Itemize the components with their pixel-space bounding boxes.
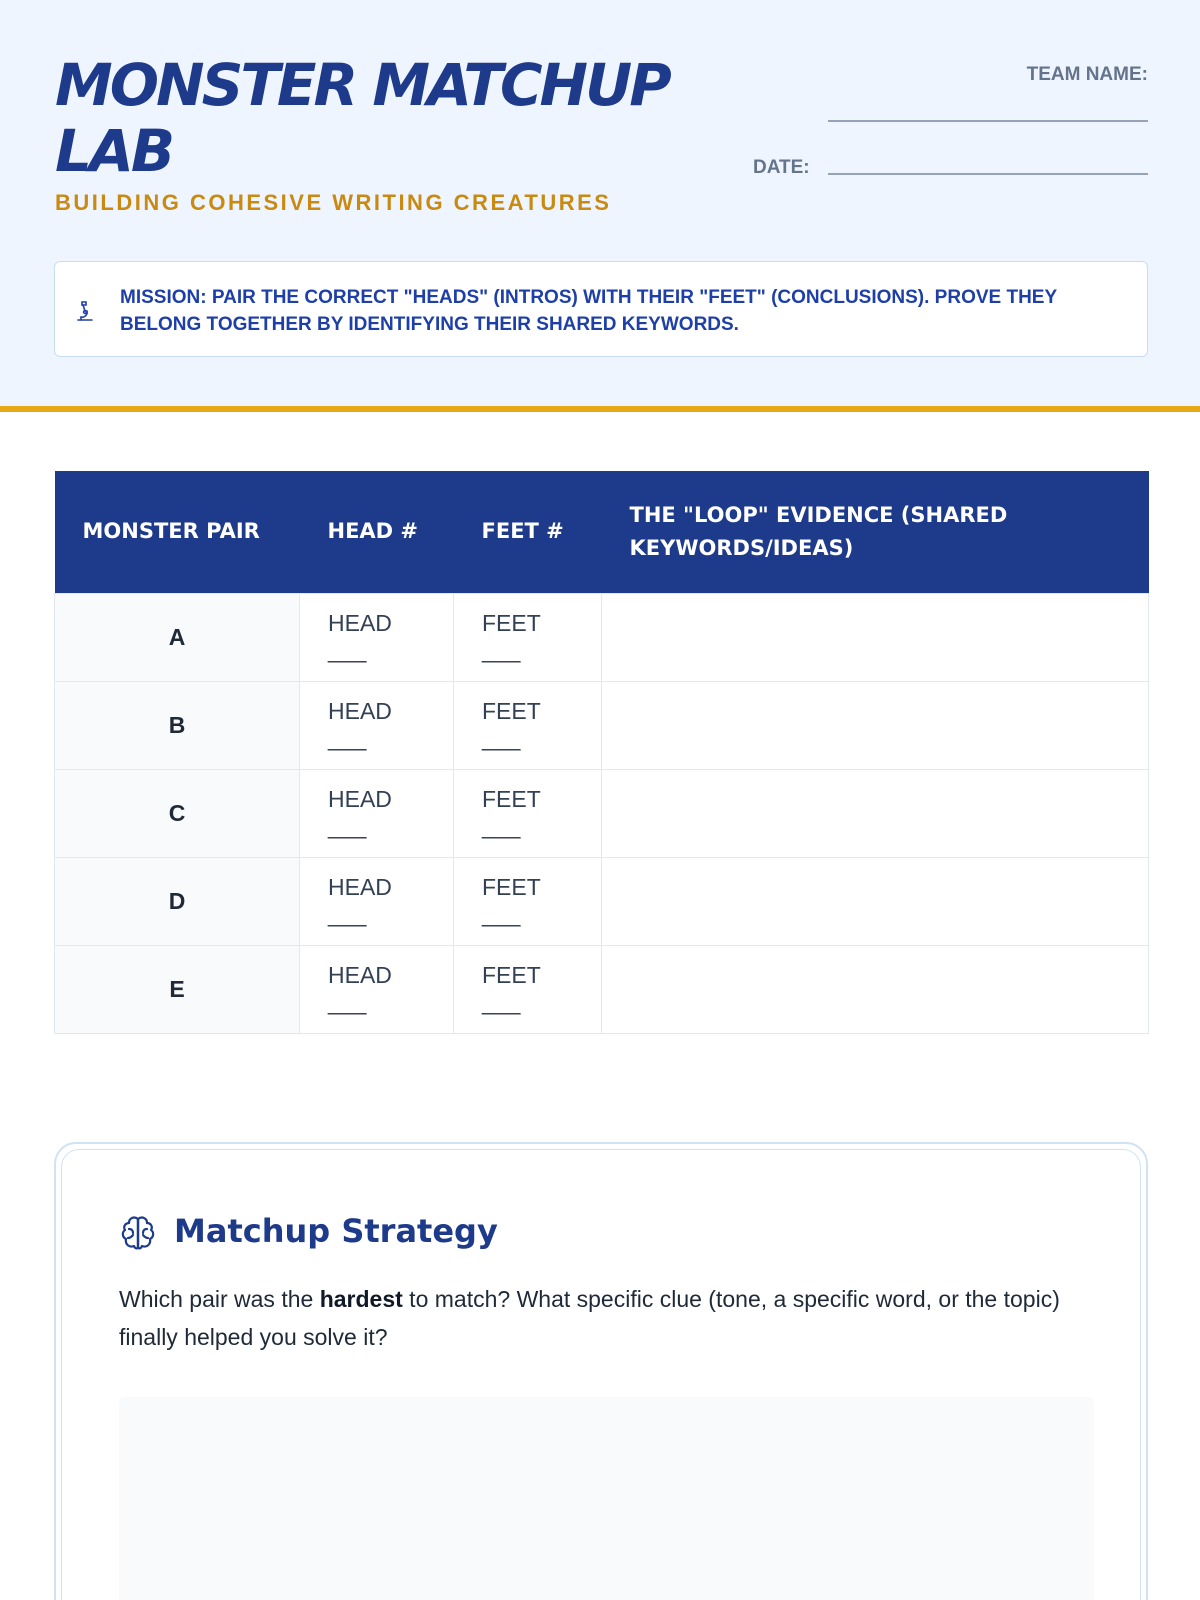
header-band: [0, 0, 1200, 412]
table-row: [55, 945, 1149, 1033]
mission-box: [54, 261, 1148, 357]
prompt-text-start: Which pair was the: [119, 1286, 320, 1312]
column-header-feet: FEET #: [454, 471, 602, 593]
column-header-pair: MONSTER PAIR: [55, 471, 300, 593]
strategy-card: [54, 1142, 1148, 1600]
microscope-icon: [75, 300, 95, 322]
table-header-row: [55, 471, 1149, 593]
evidence-field[interactable]: [602, 769, 1149, 857]
table-row: [55, 769, 1149, 857]
monster-pairs-table: [54, 471, 1149, 1034]
pair-label: A: [55, 593, 300, 681]
head-number-field[interactable]: HEAD ___: [300, 769, 454, 857]
table-row: [55, 681, 1149, 769]
feet-number-field[interactable]: FEET ___: [454, 769, 602, 857]
column-header-head: HEAD #: [300, 471, 454, 593]
strategy-prompt: [119, 1280, 1099, 1356]
evidence-field[interactable]: [602, 681, 1149, 769]
mission-text: MISSION: PAIR THE CORRECT "HEADS" (INTROS) WITH THEIR "FEET" (CONCLUSIONS). PROVE THEY BELONG TOGETHER BY IDENTIFYING THEIR SHARED KEYWORDS.: [120, 287, 1057, 335]
head-number-field[interactable]: HEAD ___: [300, 857, 454, 945]
team-name-field[interactable]: [828, 120, 1148, 122]
feet-number-field[interactable]: FEET ___: [454, 681, 602, 769]
prompt-text-bold: hardest: [319, 1286, 403, 1312]
feet-number-field[interactable]: FEET ___: [454, 593, 602, 681]
table-row: [55, 857, 1149, 945]
pair-label: E: [55, 945, 300, 1033]
page-title: MONSTER MATCHUP LAB: [55, 51, 669, 185]
feet-number-field[interactable]: FEET ___: [454, 857, 602, 945]
evidence-field[interactable]: [602, 857, 1149, 945]
page-subtitle: BUILDING COHESIVE WRITING CREATURES: [55, 190, 612, 215]
head-number-field[interactable]: HEAD ___: [300, 681, 454, 769]
head-number-field[interactable]: HEAD ___: [300, 593, 454, 681]
table-row: [55, 593, 1149, 681]
column-header-evidence: THE "LOOP" EVIDENCE (SHARED KEYWORDS/IDEAS): [602, 471, 1149, 593]
evidence-field[interactable]: [602, 593, 1149, 681]
date-field[interactable]: [828, 173, 1148, 175]
brain-icon: [119, 1214, 157, 1252]
strategy-answer-area[interactable]: [119, 1397, 1094, 1600]
evidence-field[interactable]: [602, 945, 1149, 1033]
pair-label: C: [55, 769, 300, 857]
prompt-text-end: to match? What specific clue (tone, a specific word, or the topic) finally helped you solve it?: [119, 1286, 1060, 1350]
date-label: DATE:: [753, 157, 810, 178]
head-number-field[interactable]: HEAD ___: [300, 945, 454, 1033]
team-name-label: TEAM NAME:: [1026, 64, 1148, 85]
feet-number-field[interactable]: FEET ___: [454, 945, 602, 1033]
pair-label: B: [55, 681, 300, 769]
pair-label: D: [55, 857, 300, 945]
strategy-title: Matchup Strategy: [174, 1212, 498, 1250]
strategy-card-inner: [61, 1149, 1141, 1600]
